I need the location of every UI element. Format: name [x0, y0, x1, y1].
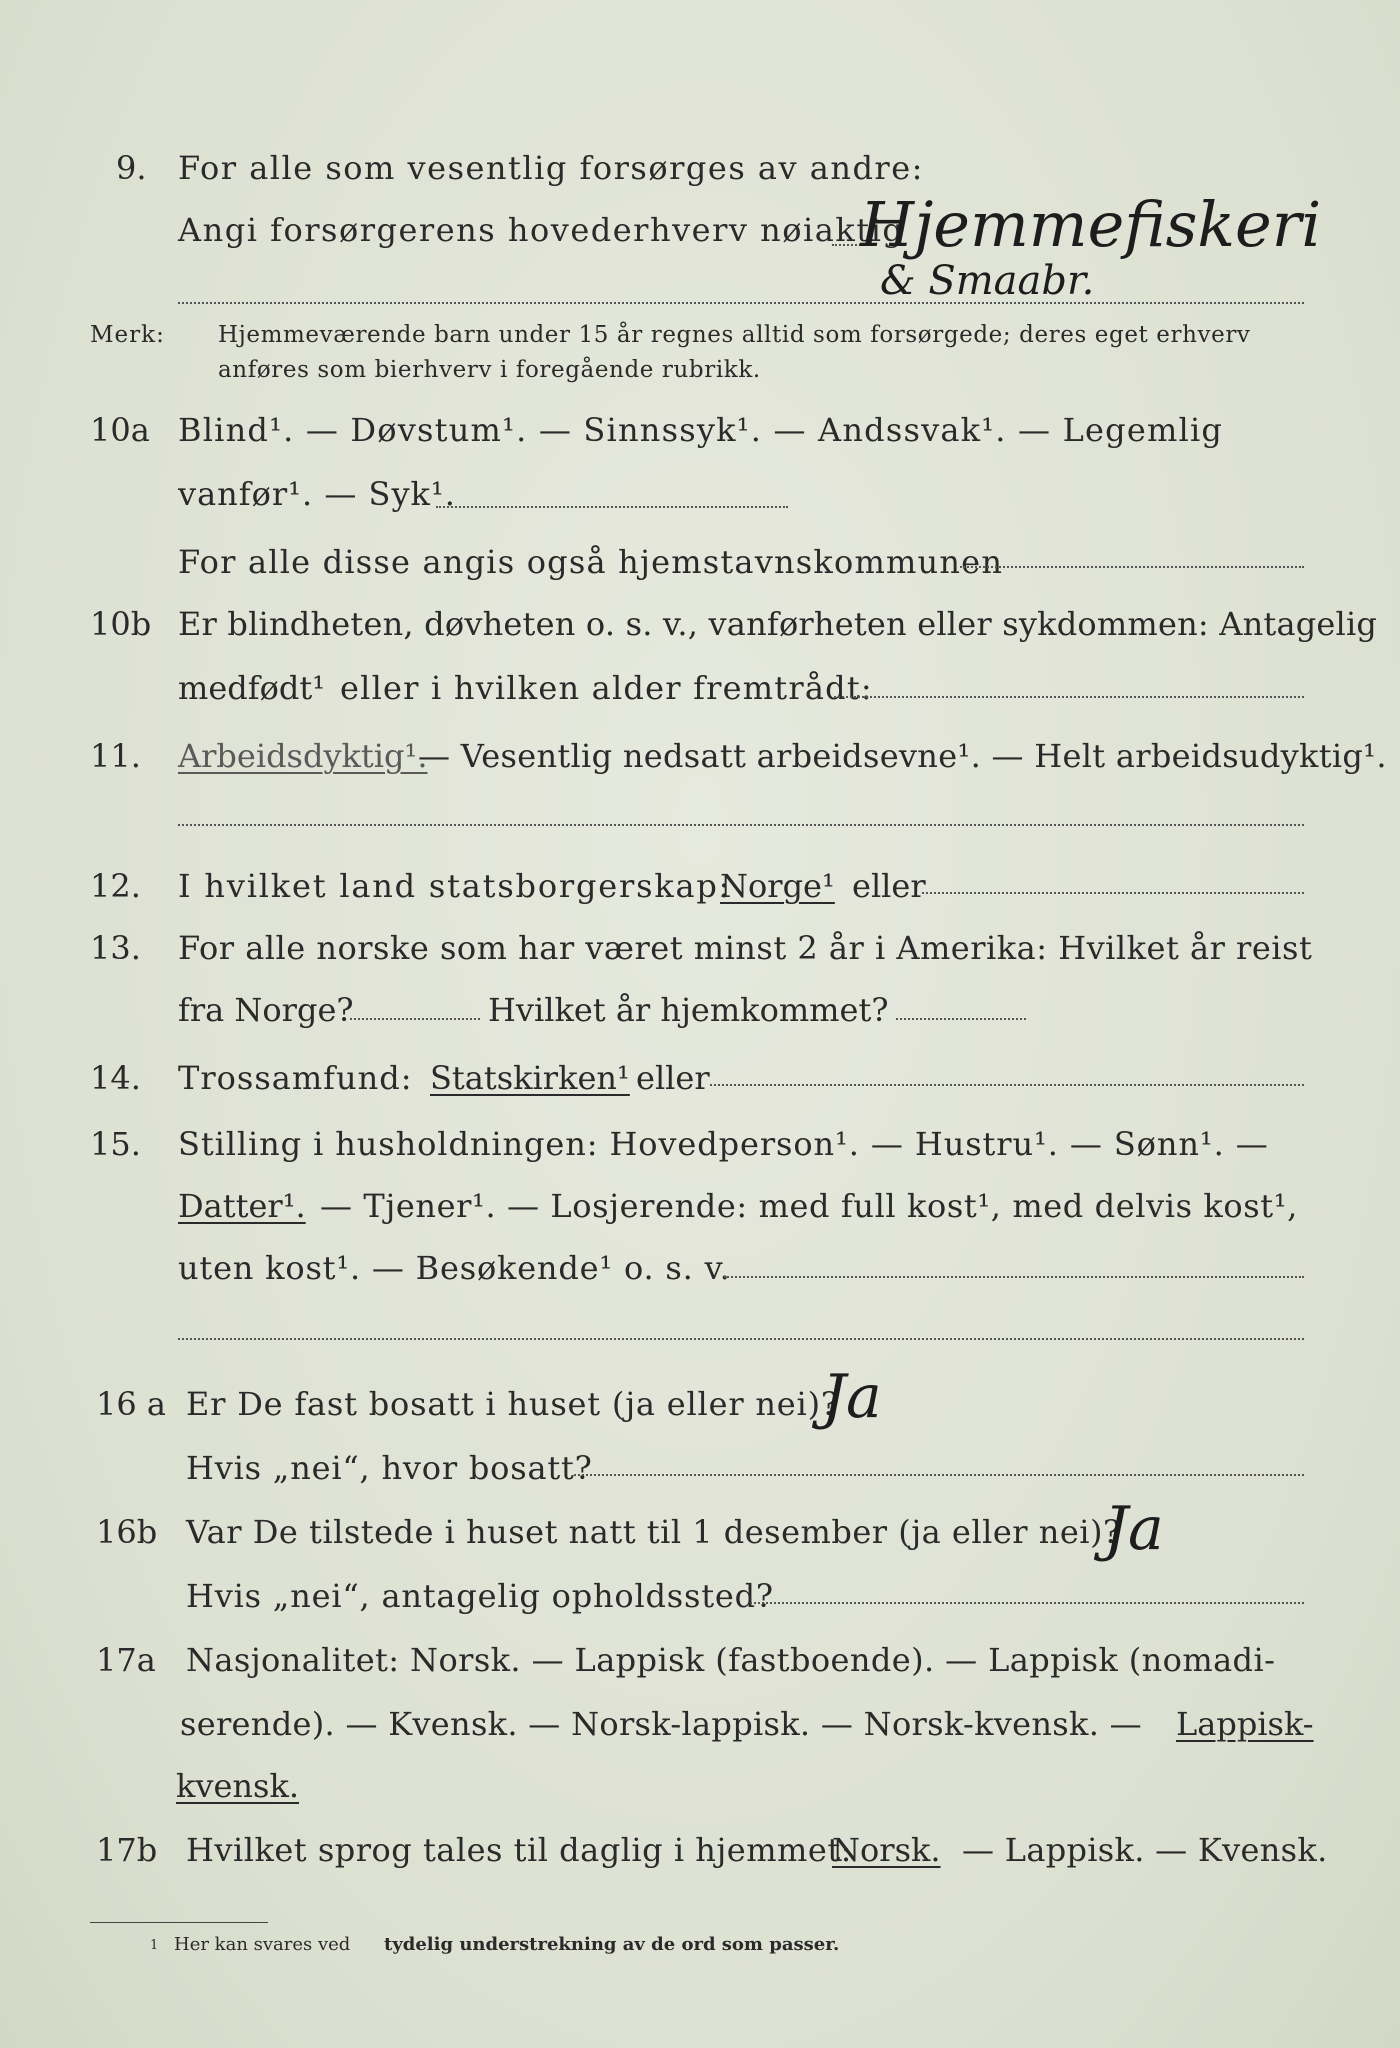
- q15-number: 15.: [90, 1125, 141, 1163]
- merk-label: Merk:: [90, 322, 165, 348]
- q14-answer-line: [710, 1084, 1304, 1086]
- q11-number: 11.: [90, 737, 141, 775]
- q17a-line2: serende). — Kvensk. — Norsk-lappisk. — Norsk-kvensk. —: [180, 1705, 1142, 1743]
- q17a-number: 17a: [96, 1641, 156, 1679]
- q10a-line1: Blind¹. — Døvstum¹. — Sinnssyk¹. — Andssvak¹. — Legemlig: [178, 411, 1224, 449]
- q11-rest: — Vesentlig nedsatt arbeidsevne¹. — Helt arbeidsudyktig¹.: [418, 737, 1387, 775]
- q16a-handwritten-answer: Ja: [822, 1362, 882, 1432]
- q15-answer-line-2: [178, 1338, 1304, 1340]
- q10a-number: 10a: [90, 411, 150, 449]
- q16b-handwritten-answer: Ja: [1104, 1494, 1164, 1564]
- q14-eller: eller: [636, 1059, 710, 1097]
- q10b-number: 10b: [90, 605, 152, 643]
- q17b-text: Hvilket sprog tales til daglig i hjemmet:: [186, 1831, 852, 1869]
- q13-answer-line-reist: [350, 1018, 480, 1020]
- q10b-line1: Er blindheten, døvheten o. s. v., vanførheten eller sykdommen: Antagelig: [178, 605, 1378, 643]
- q10a-line2: vanfør¹. — Syk¹.: [178, 475, 456, 513]
- q9-answer-line-2: [178, 302, 1304, 304]
- q15-line2: — Tjener¹. — Losjerende: med full kost¹, med delvis kost¹,: [320, 1187, 1298, 1225]
- q10a-line3: For alle disse angis også hjemstavnskommunen: [178, 543, 1004, 581]
- q12-eller: eller: [852, 867, 926, 905]
- q17b-number: 17b: [96, 1831, 158, 1869]
- q12-answer-line: [922, 892, 1304, 894]
- q13-answer-line-hjemkommet: [896, 1018, 1026, 1020]
- q13-line2b: Hvilket år hjemkommet?: [488, 991, 889, 1029]
- footnote-bold: tydelig understrekning av de ord som passer.: [384, 1934, 840, 1955]
- q9-handwritten-answer: Hjemmefiskeri: [860, 188, 1322, 261]
- q13-number: 13.: [90, 929, 141, 967]
- q16a-answer-line: [574, 1474, 1304, 1476]
- q9-line1: For alle som vesentlig forsørges av andre:: [178, 149, 924, 187]
- q9-line2: Angi forsørgerens hovederhverv nøiaktig: [178, 211, 905, 249]
- q10b-answer-line: [834, 696, 1304, 698]
- q15-datter: Datter¹.: [178, 1187, 306, 1225]
- q17b-rest: — Lappisk. — Kvensk.: [962, 1831, 1328, 1869]
- q12-norge: Norge¹: [720, 867, 835, 905]
- q16a-line1: Er De fast bosatt i huset (ja eller nei)?: [186, 1385, 839, 1423]
- q10b-medfodt: medfødt¹: [178, 669, 326, 707]
- footnote-mark: 1: [150, 1938, 159, 1953]
- merk-line1: Hjemmeværende barn under 15 år regnes alltid som forsørgede; deres eget erhverv: [218, 322, 1251, 348]
- q16b-number: 16b: [96, 1513, 158, 1551]
- q16a-number: 16 a: [96, 1385, 166, 1423]
- q9-handwritten-answer-2: & Smaabr.: [880, 258, 1095, 304]
- q13-line2a: fra Norge?: [178, 991, 354, 1029]
- q14-text: Trossamfund:: [178, 1059, 413, 1097]
- q12-text: I hvilket land statsborgerskap:: [178, 867, 732, 905]
- q16b-line2: Hvis „nei“, antagelig opholdssted?: [186, 1577, 774, 1615]
- q15-line1: Stilling i husholdningen: Hovedperson¹. — Hustru¹. — Sønn¹. —: [178, 1125, 1269, 1163]
- q12-number: 12.: [90, 867, 141, 905]
- footnote-text: Her kan svares ved: [174, 1934, 351, 1955]
- q17a-line1: Nasjonalitet: Norsk. — Lappisk (fastboende). — Lappisk (nomadi-: [186, 1641, 1276, 1679]
- q14-number: 14.: [90, 1059, 141, 1097]
- q17a-kvensk: kvensk.: [176, 1767, 299, 1805]
- q14-statskirken: Statskirken¹: [430, 1059, 630, 1097]
- q16b-answer-line: [750, 1602, 1304, 1604]
- q16b-line1: Var De tilstede i huset natt til 1 desember (ja eller nei)?: [186, 1513, 1121, 1551]
- q13-line1: For alle norske som har været minst 2 år i Amerika: Hvilket år reist: [178, 929, 1313, 967]
- q16a-line2: Hvis „nei“, hvor bosatt?: [186, 1449, 593, 1487]
- footnote-bold-text: [384, 1934, 839, 1955]
- q15-line3: uten kost¹. — Besøkende¹ o. s. v.: [178, 1249, 731, 1287]
- q10b-line2: eller i hvilken alder fremtrådt:: [340, 669, 873, 707]
- q17b-norsk: Norsk.: [832, 1831, 941, 1869]
- merk-line2: anføres som bierhverv i foregående rubrikk.: [218, 357, 761, 383]
- footnote-rule: [90, 1922, 268, 1923]
- q17a-lappisk: Lappisk-: [1176, 1705, 1314, 1743]
- q10a-answer-line-2: [960, 566, 1304, 568]
- q9-number: 9.: [116, 149, 147, 187]
- q15-answer-line: [724, 1276, 1304, 1278]
- q11-answer-line: [178, 824, 1304, 826]
- q11-option-arbeidsdyktig: Arbeidsdyktig¹.: [178, 737, 428, 775]
- q10a-answer-line: [436, 506, 788, 508]
